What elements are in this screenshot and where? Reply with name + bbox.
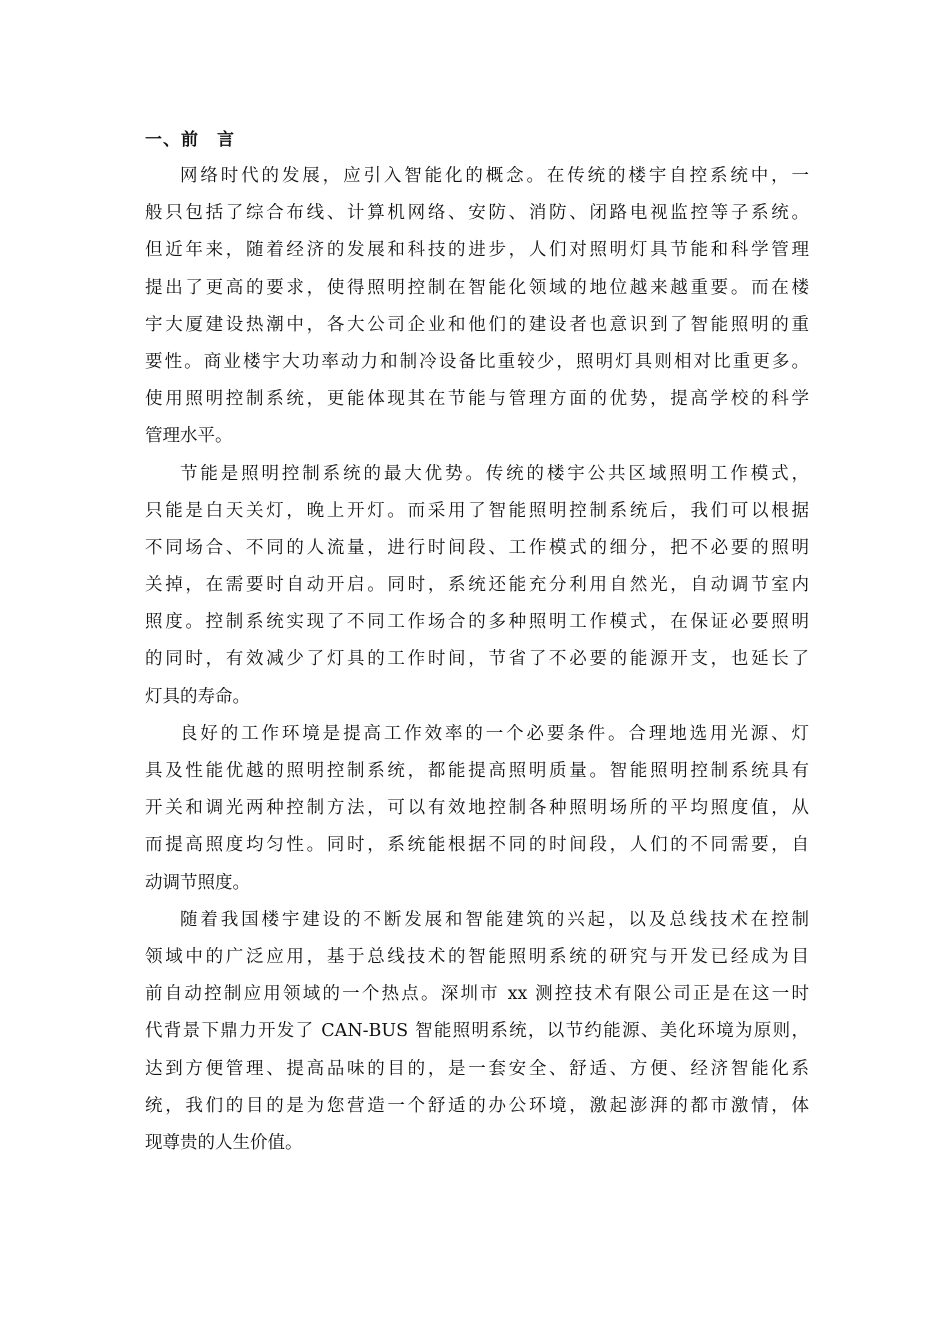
text-line: 网络时代的发展，应引入智能化的概念。在传统的楼宇自控系统中，一 <box>180 166 809 186</box>
text-line: 不同场合、不同的人流量，进行时间段、工作模式的细分，把不必要的照明 <box>145 537 809 558</box>
text-line: 达到方便管理、提高品味的目的，是一套安全、舒适、方便、经济智能化系 <box>145 1058 809 1079</box>
text-line: 使用照明控制系统，更能体现其在节能与管理方面的优势，提高学校的科学 <box>145 389 809 410</box>
text-line: 照度。控制系统实现了不同工作场合的多种照明工作模式，在保证必要照明 <box>145 612 809 633</box>
text-line: 但近年来，随着经济的发展和科技的进步，人们对照明灯具节能和科学管理 <box>145 240 809 261</box>
text-line: 良好的工作环境是提高工作效率的一个必要条件。合理地选用光源、灯 <box>180 723 809 744</box>
paragraph-3 <box>145 716 809 902</box>
text-line: 开关和调光两种控制方法，可以有效地控制各种照明场所的平均照度值，从 <box>145 798 809 819</box>
text-line: 宇大厦建设热潮中，各大公司企业和他们的建设者也意识到了智能照明的重 <box>145 314 809 335</box>
text-line: 只能是白天关灯，晚上开灯。而采用了智能照明控制系统后，我们可以根据 <box>145 500 809 521</box>
text-line: 提出了更高的要求，使得照明控制在智能化领域的地位越来越重要。而在楼 <box>145 277 809 298</box>
text-line: 领域中的广泛应用，基于总线技术的智能照明系统的研究与开发已经成为目 <box>145 946 809 967</box>
text-line: 随着我国楼宇建设的不断发展和智能建筑的兴起，以及总线技术在控制 <box>180 909 809 930</box>
paragraph-2 <box>145 456 809 716</box>
text-line: 动调节照度。 <box>145 872 250 893</box>
text-line: 而提高照度均匀性。同时，系统能根据不同的时间段，人们的不同需要，自 <box>145 835 809 856</box>
text-line: 现尊贵的人生价值。 <box>145 1132 303 1153</box>
section-heading: 一、前 言 <box>145 130 235 150</box>
paragraph-1 <box>145 158 809 456</box>
text-line: 前自动控制应用领域的一个热点。深圳市 xx 测控技术有限公司正是在这一时 <box>145 984 809 1005</box>
text-line: 管理水平。 <box>145 426 233 447</box>
paragraph-4 <box>145 902 809 1162</box>
text-line: 关掉，在需要时自动开启。同时，系统还能充分利用自然光，自动调节室内 <box>145 575 809 596</box>
text-line: 节能是照明控制系统的最大优势。传统的楼宇公共区域照明工作模式， <box>180 463 809 484</box>
text-line: 灯具的寿命。 <box>145 686 250 707</box>
text-line: 代背景下鼎力开发了 CAN-BUS 智能照明系统，以节约能源、美化环境为原则， <box>145 1021 809 1042</box>
text-line: 具及性能优越的照明控制系统，都能提高照明质量。智能照明控制系统具有 <box>145 761 809 781</box>
text-line: 要性。商业楼宇大功率动力和制冷设备比重较少，照明灯具则相对比重更多。 <box>145 351 809 372</box>
text-line: 般只包括了综合布线、计算机网络、安防、消防、闭路电视监控等子系统。 <box>145 203 809 224</box>
document-body <box>145 122 809 1162</box>
text-line: 的同时，有效减少了灯具的工作时间，节省了不必要的能源开支，也延长了 <box>145 649 809 670</box>
text-line: 统，我们的目的是为您营造一个舒适的办公环境，激起澎湃的都市激情，体 <box>145 1095 809 1116</box>
